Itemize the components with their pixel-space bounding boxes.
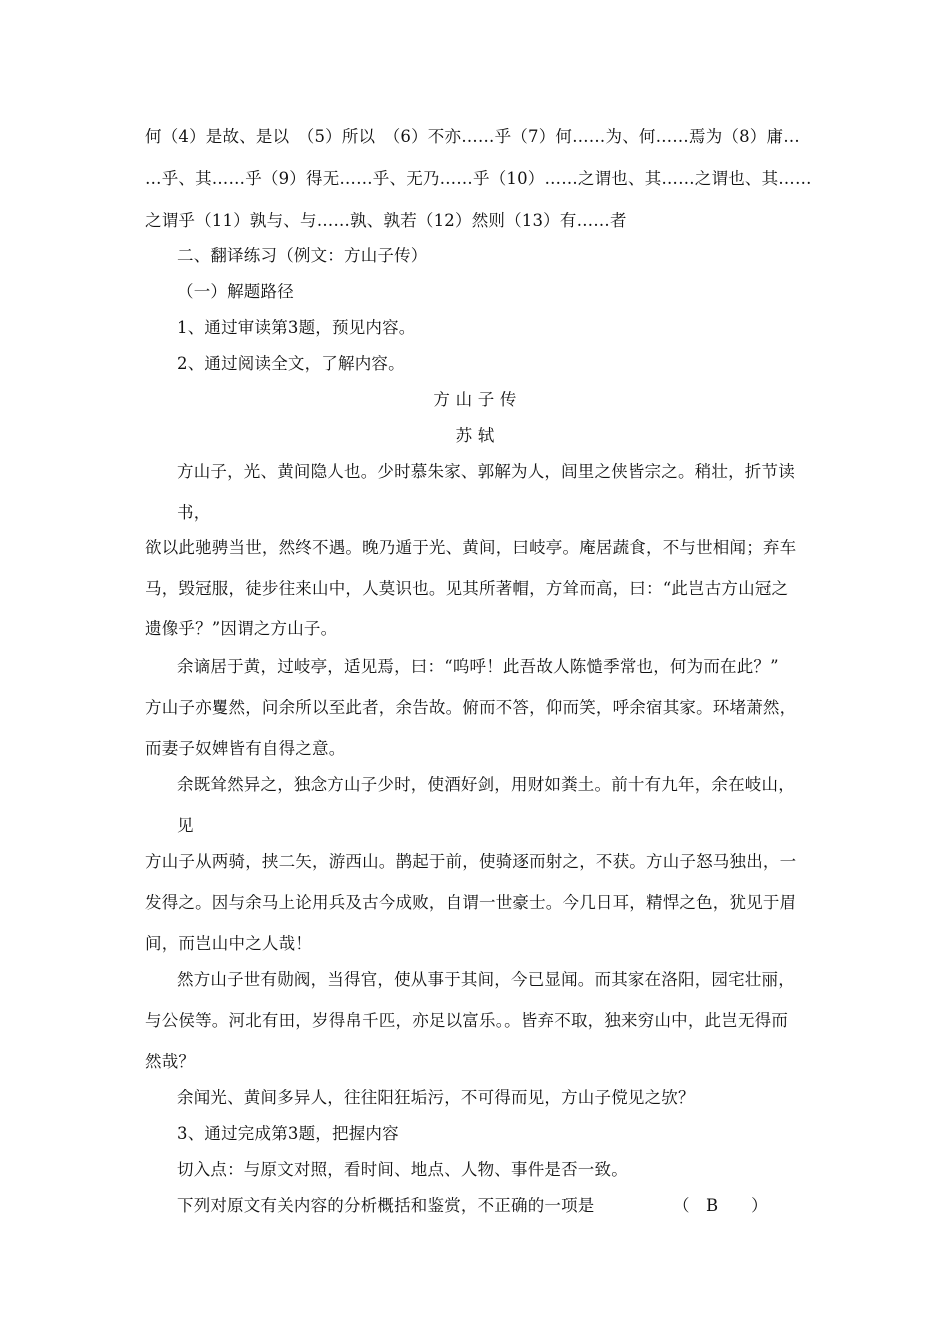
- section-heading: 二、翻译练习（例文：方山子传）: [177, 246, 428, 265]
- paragraph-4-line: 然哉？: [145, 1052, 196, 1071]
- paragraph-1-line: 马，毁冠服，徒步往来山中，人莫识也。见其所著帽，方耸而高，曰：“此岂古方山冠之: [145, 579, 789, 598]
- step-2: 2、通过阅读全文，了解内容。: [177, 354, 405, 373]
- paragraph-3-line: 方山子从两骑，挟二矢，游西山。鹊起于前，使骑逐而射之，不获。方山子怒马独出，一: [145, 852, 797, 871]
- paragraph-1-line: 书，: [177, 503, 211, 522]
- question-prompt: 下列对原文有关内容的分析概括和鉴赏，不正确的一项是: [177, 1196, 595, 1215]
- paragraph-2-line: 余谪居于黄，过岐亭，适见焉，曰：“呜呼！此吾故人陈慥季常也，何为而在此？”: [177, 657, 779, 676]
- paragraph-4-line: 然方山子世有勋阀，当得官，使从事于其间，今已显闻。而其家在洛阳，园宅壮丽，: [177, 970, 795, 989]
- paragraph-3-line: 余既耸然异之，独念方山子少时，使酒好剑，用财如粪土。前十有九年，余在岐山，: [177, 775, 795, 794]
- paragraph-1-line: 遗像乎？”因谓之方山子。: [145, 619, 338, 638]
- text-line: 之谓乎（11）孰与、与……孰、孰若（12）然则（13）有……者: [145, 211, 627, 230]
- sub-heading: （一）解题路径: [177, 282, 294, 301]
- text-line: 何（4）是故、是以 （5）所以 （6）不亦……乎（7）何……为、何……焉为（8）庸…: [145, 127, 800, 146]
- paragraph-2-line: 方山子亦矍然，问余所以至此者，余告故。俯而不答，仰而笑，呼余宿其家。环堵萧然，: [145, 698, 797, 717]
- paragraph-1-line: 欲以此驰骋当世，然终不遇。晚乃遁于光、黄间，曰岐亭。庵居蔬食，不与世相闻；弃车: [145, 538, 797, 557]
- text-line: …乎、其……乎（9）得无……乎、无乃……乎（10）……之谓也、其……之谓也、其……: [145, 169, 812, 188]
- paragraph-3-line: 见: [177, 816, 194, 835]
- essay-title: 方 山 子 传: [433, 390, 517, 409]
- answer-bracket: （ B ）: [673, 1196, 768, 1215]
- paragraph-3-line: 间，而岂山中之人哉！: [145, 934, 312, 953]
- paragraph-3-line: 发得之。因与余马上论用兵及古今成败，自谓一世豪士。今几日耳，精悍之色，犹见于眉: [145, 893, 797, 912]
- step-3: 3、通过完成第3题，把握内容: [177, 1124, 399, 1143]
- paragraph-2-line: 而妻子奴婢皆有自得之意。: [145, 739, 346, 758]
- paragraph-4-line: 与公侯等。河北有田，岁得帛千匹，亦足以富乐。。皆弃不取，独来穷山中，此岂无得而: [145, 1011, 789, 1030]
- step-1: 1、通过审读第3题，预见内容。: [177, 318, 416, 337]
- entry-point-note: 切入点：与原文对照，看时间、地点、人物、事件是否一致。: [177, 1160, 628, 1179]
- paragraph-1-line: 方山子，光、黄间隐人也。少时慕朱家、郭解为人，闾里之侠皆宗之。稍壮，折节读: [177, 462, 795, 481]
- paragraph-5-line: 余闻光、黄间多异人，往往阳狂垢污，不可得而见，方山子傥见之欤？: [177, 1088, 695, 1107]
- essay-author: 苏 轼: [455, 426, 495, 445]
